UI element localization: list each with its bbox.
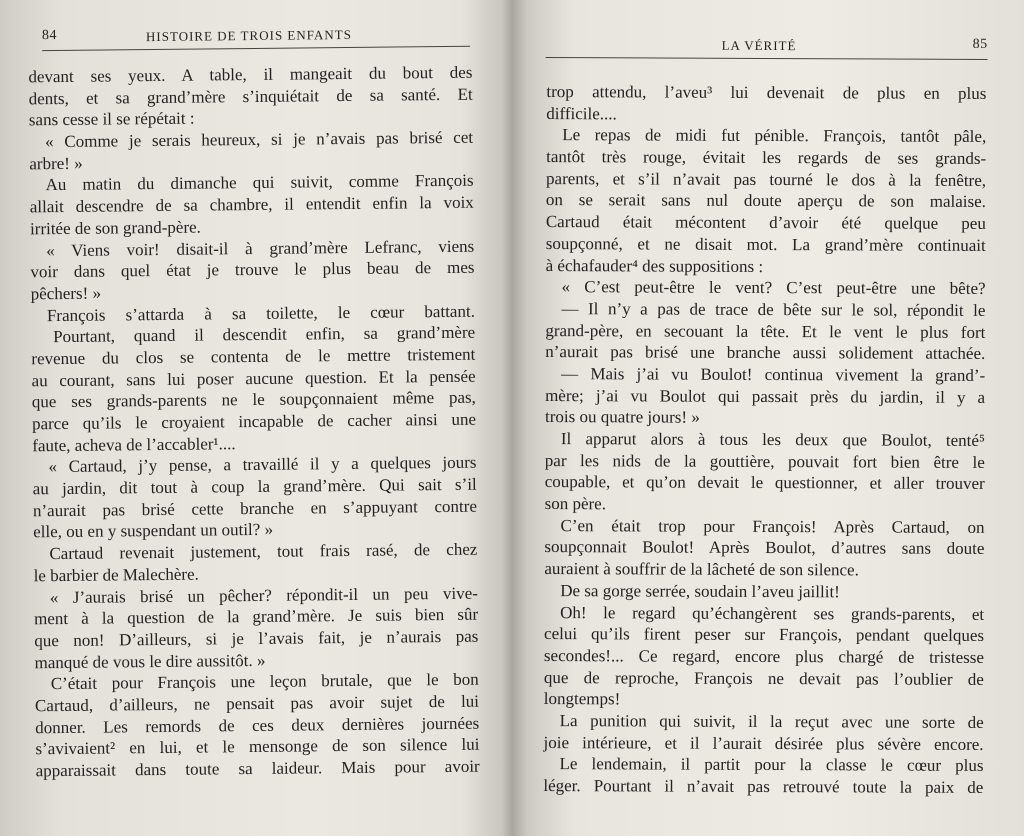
text-line: on se serait sans nul doute aperçu de son malaise.	[545, 190, 986, 212]
text-line: pêchers! »	[30, 283, 102, 304]
text-line: Le lendemain, il partit pour la classe le cœur plus	[559, 754, 984, 776]
text-line: elle, ou en y suspendant un outil? »	[33, 520, 274, 542]
text-line: son père.	[544, 494, 607, 514]
text-line: C’en était trop pour François! Après Cartaud, on	[560, 515, 985, 537]
text-line: Cartaud était mécontent d’avoir été quelque peu	[545, 212, 986, 234]
text-line: secondes!... Ce regard, encore plus chargé de tristesse	[543, 645, 984, 667]
left-page	[0, 0, 509, 836]
text-line: celui qu’ils firent peser sur François, pendant quelques	[544, 624, 985, 646]
text-line: au jardin, dit tout à coup la grand’mère. Qui sait s’il	[32, 474, 477, 499]
text-line: donner. Les remords de ces deux dernières journées	[35, 713, 480, 737]
text-line: sans cesse il se répétait :	[28, 108, 195, 130]
text-line: allait descendre de sa chambre, il entendit enfin la voix	[29, 192, 474, 217]
left-page-header	[42, 24, 470, 51]
text-line: longtemps!	[543, 689, 621, 709]
page-number: 85	[972, 36, 988, 52]
text-line: Oh! le regard qu’échangèrent ses grands-parents, et	[560, 602, 985, 624]
text-line: que de reproche, François ne devait pas l’oublier de	[543, 667, 984, 689]
text-line: « Cartaud, j’y pense, a travaillé il y a quelques jours	[48, 453, 477, 477]
text-line: irritée de son grand-père.	[29, 217, 201, 239]
text-line: tantôt très rouge, évitait les regards de ses grands-	[546, 147, 987, 169]
text-line: « J’aurais brisé un pêcher? répondit-il un peu vive-	[49, 583, 478, 607]
text-line: n’aurait pas brisé cette branche en s’appuyant contre	[32, 496, 478, 521]
text-line: devant ses yeux. A table, il mangeait du bout des	[28, 62, 473, 87]
text-line: joie intérieure, et il l’aurait désirée plus sévère encore.	[543, 732, 984, 754]
text-line: — Mais j’ai vu Boulot! continua vivement la grand’-	[561, 364, 986, 385]
text-line: François s’attarda à sa toilette, le cœur battant.	[46, 301, 475, 325]
running-title: LA VÉRITÉ	[721, 37, 797, 54]
text-line: faute, acheva de l’accabler¹....	[32, 433, 236, 455]
text-line: Il apparut alors à tous les deux que Boulot, tenté⁵	[560, 429, 985, 450]
text-line: trop attendu, l’aveu³ lui devenait de plus en plus	[546, 82, 987, 103]
page-number: 84	[41, 28, 58, 44]
text-line: parents, et s’il n’avait pas tourné le dos à la fenêtre,	[546, 168, 987, 190]
text-line: manqué de vous le dire aussitôt. »	[34, 650, 266, 672]
right-page	[510, 0, 1024, 836]
text-line: à échafauder⁴ des suppositions :	[545, 255, 764, 276]
text-line: — Il n’y a pas de trace de bête sur le sol, répondit le	[561, 298, 986, 320]
text-line: mère; j’ai vu Boulot qui passait près du jardin, il y a	[545, 385, 986, 407]
text-line: Cartaud, d’ailleurs, ne pensait pas avoir sujet de lui	[34, 691, 480, 716]
text-line: De sa gorge serrée, soudain l’aveu jaillit!	[560, 580, 840, 602]
text-line: soupçonnait Boulot! Après Boulot, d’autres sans doute	[544, 537, 985, 559]
text-line: léger. Pourtant il n’avait pas retrouvé toute la paix de	[543, 776, 984, 797]
running-title: HISTOIRE DE TROIS ENFANTS	[145, 26, 353, 45]
text-line: revenue du clos se contenta de le mettre tristement	[31, 344, 476, 369]
text-line: grand-père, en secouant la tête. Et le vent le plus fort	[545, 320, 986, 342]
text-line: Pourtant, quand il descendit enfin, sa grand’mère	[53, 322, 476, 347]
right-page-header	[546, 35, 988, 60]
text-line: difficile....	[546, 103, 617, 124]
text-line: coupable, et qu’on devait le questionner, et aller trouver	[544, 472, 985, 494]
text-line: La punition qui suivit, il la reçut avec une sorte de	[559, 711, 984, 732]
text-line: apparaissait dans toute sa laideur. Mais pour avoir	[35, 756, 480, 781]
text-line: s’avivaient² en lui, et le mensonge de son silence lui	[35, 734, 480, 759]
text-line: que non! D’ailleurs, si je l’avais fait, je n’aurais pas	[34, 626, 479, 651]
text-line: Le repas de midi fut pénible. François, tantôt pâle,	[562, 125, 987, 147]
text-line: C’était pour François une leçon brutale, que le bon	[50, 669, 479, 694]
text-line: arbre! »	[29, 153, 83, 174]
text-line: que ses grands-parents ne le soupçonnaient même pas,	[31, 387, 476, 412]
text-line: soupçonné, et ne disait mot. La grand’mère continuait	[545, 233, 986, 255]
text-line: n’aurait pas brisé une branche aussi solidement attachée.	[545, 342, 986, 364]
text-line: Au matin du dimanche qui suivit, comme François	[45, 171, 474, 195]
right-page-text	[543, 81, 986, 799]
text-line: « C’est peut-être le vent? C’est peut-être une bête?	[561, 277, 986, 299]
text-line: au courant, sans lui poser aucune question. Et la pensée	[31, 366, 476, 390]
text-line: dents, et sa grand’mère s’inquiétait de sa santé. Et	[28, 84, 473, 109]
text-line: « Comme je serais heureux, si je n’avais pas brisé cet	[44, 127, 474, 152]
text-line: Cartaud revenait justement, tout frais rasé, de chez	[49, 539, 478, 564]
text-line: voir dans quel état je trouve le plus beau de mes	[30, 257, 475, 282]
text-line: par les nids de la gouttière, pouvait fort bien être le	[544, 450, 985, 472]
text-line: auraient à souffrir de la lâcheté de son silence.	[544, 559, 859, 580]
text-line: « Viens voir! disait-il à grand’mère Lefranc, viens	[46, 236, 475, 260]
text-line: ment à la question de la grand’mère. Je suis bien sûr	[33, 604, 479, 629]
text-line: le barbier de Malechère.	[33, 564, 199, 586]
text-line: parce qu’ils le croyaient incapable de cacher ainsi une	[31, 409, 477, 434]
text-line: trois ou quatre jours! »	[544, 407, 700, 428]
left-page-text	[28, 62, 479, 782]
